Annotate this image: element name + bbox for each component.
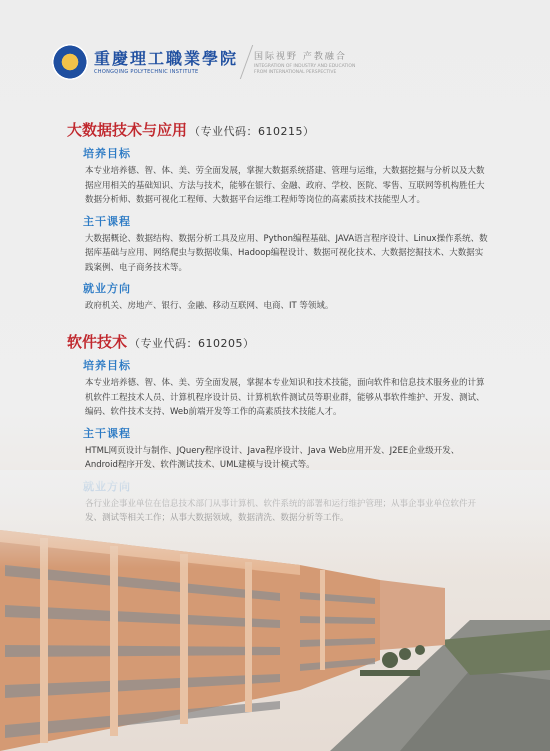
school-logo-icon	[52, 44, 88, 80]
slogan-en: INTEGRATION OF INDUSTRY AND EDUCATION FROM INTERNATIONAL PERSPECTIVE	[254, 63, 356, 75]
slogan-cn: 国际视野 产教融合	[254, 51, 347, 62]
header-divider	[240, 45, 253, 79]
major-section-big-data	[67, 119, 497, 314]
header	[52, 40, 364, 84]
subsection-text: 本专业培养德、智、体、美、劳全面发展，掌握本专业知识和技术技能，面向软件和信息技术服务业的计算机软件工程技术人员、计算机程序设计员、计算机软件测试员等职业群，能够从事软件维护、开发、测试、编码、软件技术支持、Web前端开发等工作的高素质技术技能人才。	[85, 378, 485, 417]
subsection-text: 大数据概论、数据结构、数据分析工具及应用、Python编程基础、JAVA语言程序设计、Linux操作系统、数据库基础与应用、网络爬虫与数据收集、Hadoop编程设计、数据可视化技术、大数据挖掘技术、大数据实践案例、电子商务技术等。	[85, 233, 488, 273]
subsection-heading: 培养目标	[83, 359, 131, 372]
major-heading	[67, 331, 497, 352]
major-title: 大数据技术与应用	[67, 121, 188, 139]
subsection-text: 政府机关、房地产、银行、金融、移动互联网、电商、IT 等领域。	[85, 301, 334, 311]
subsection-text: HTML网页设计与制作、JQuery程序设计、Java程序设计、Java Web应用开发、J2EE企业级开发、Android程序开发、软件测试技术、UML建模与设计模式等。	[85, 445, 460, 470]
major-code: （专业代码：610215）	[189, 125, 315, 138]
slogan-block	[254, 49, 364, 76]
school-name-block	[94, 50, 238, 75]
school-name-en: CHONGQING POLYTECHNIC INSTITUTE	[94, 68, 199, 75]
major-code: （专业代码：610205）	[129, 337, 255, 350]
subsection-text: 本专业培养德、智、体、美、劳全面发展，掌握大数据系统搭建、管理与运维，大数据挖掘与分析以及大数据应用相关的基础知识、方法与技术，能够在银行、金融、政府、学校、医院、零售、互联网等机构胜任大数据分析师、数据可视化工程师、大数据平台运维工程师等岗位的高素质技术技能型人才。	[85, 166, 485, 205]
subsection-heading: 主干课程	[83, 426, 131, 440]
subsection-heading: 主干课程	[83, 214, 131, 228]
major-title: 软件技术	[67, 333, 128, 351]
campus-building-illustration	[0, 470, 550, 751]
subsection-heading: 培养目标	[83, 147, 131, 160]
major-heading	[67, 119, 497, 140]
subsection-heading: 就业方向	[83, 282, 131, 295]
school-name-cn: 重慶理工職業學院	[94, 48, 239, 68]
